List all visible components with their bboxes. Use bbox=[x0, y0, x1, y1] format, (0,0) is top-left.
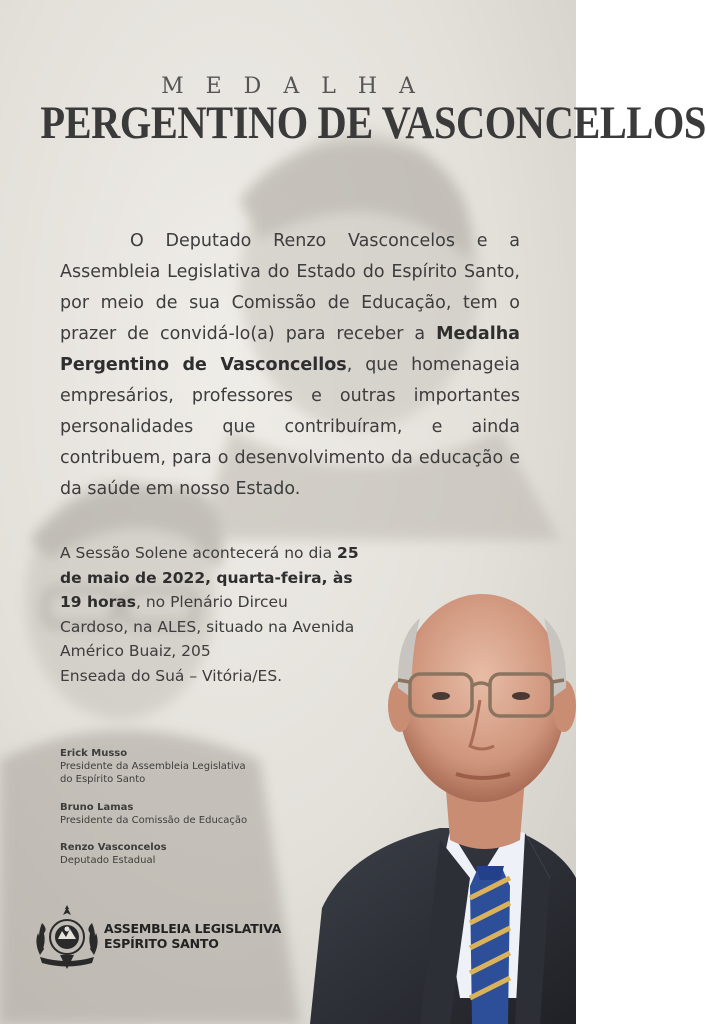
signature-bruno-lamas bbox=[60, 801, 247, 827]
signature-name: Renzo Vasconcelos bbox=[60, 842, 167, 853]
portrait-photo bbox=[310, 578, 576, 1024]
invite-text-1: O Deputado Renzo Vasconcelos e a Assembleia Legislativa do Estado do Espírito Santo, por meio de sua Comissão de Educação, tem o prazer de convidá-lo(a) para receber a bbox=[60, 231, 520, 344]
session-date: 25 de maio de 2022, quarta-feira, às 19 horas bbox=[60, 544, 359, 611]
signature-role-line2: do Espírito Santo bbox=[60, 774, 146, 785]
session-text-1: A Sessão Solene acontecerá no dia bbox=[60, 544, 338, 562]
signature-role: Presidente da Assembleia Legislativa bbox=[60, 761, 246, 772]
signature-renzo-vasconcelos bbox=[60, 841, 167, 867]
title-pergentino: PERGENTINO DE VASCONCELLOS bbox=[40, 97, 706, 149]
state-coat-of-arms-icon bbox=[32, 903, 102, 971]
invite-text-2: , que homenageia empresários, professores e outras importantes personalidades que contribuíram, e ainda contribuem, para o desenvolvimento da educação e da saúde em nosso Estado. bbox=[60, 355, 520, 499]
assembly-logo-text bbox=[104, 921, 281, 951]
logo-line-1: ASSEMBLEIA LEGISLATIVA bbox=[104, 921, 282, 936]
signature-erick-musso bbox=[60, 747, 246, 786]
signature-role: Presidente da Comissão de Educação bbox=[60, 815, 248, 826]
session-text-2: , no Plenário Dirceu Cardoso, na ALES, situado na Avenida Américo Buaiz, 205 bbox=[60, 593, 355, 660]
invitation-paragraph bbox=[60, 226, 520, 505]
invite-bold-medal: Medalha Pergentino de Vasconcellos bbox=[60, 324, 520, 375]
session-location: Enseada do Suá – Vitória/ES. bbox=[60, 666, 283, 685]
signature-name: Erick Musso bbox=[60, 748, 128, 759]
logo-line-2: ESPÍRITO SANTO bbox=[104, 936, 219, 951]
signature-role: Deputado Estadual bbox=[60, 855, 156, 866]
signature-name: Bruno Lamas bbox=[60, 802, 134, 813]
title-medalha: MEDALHA bbox=[161, 74, 437, 99]
